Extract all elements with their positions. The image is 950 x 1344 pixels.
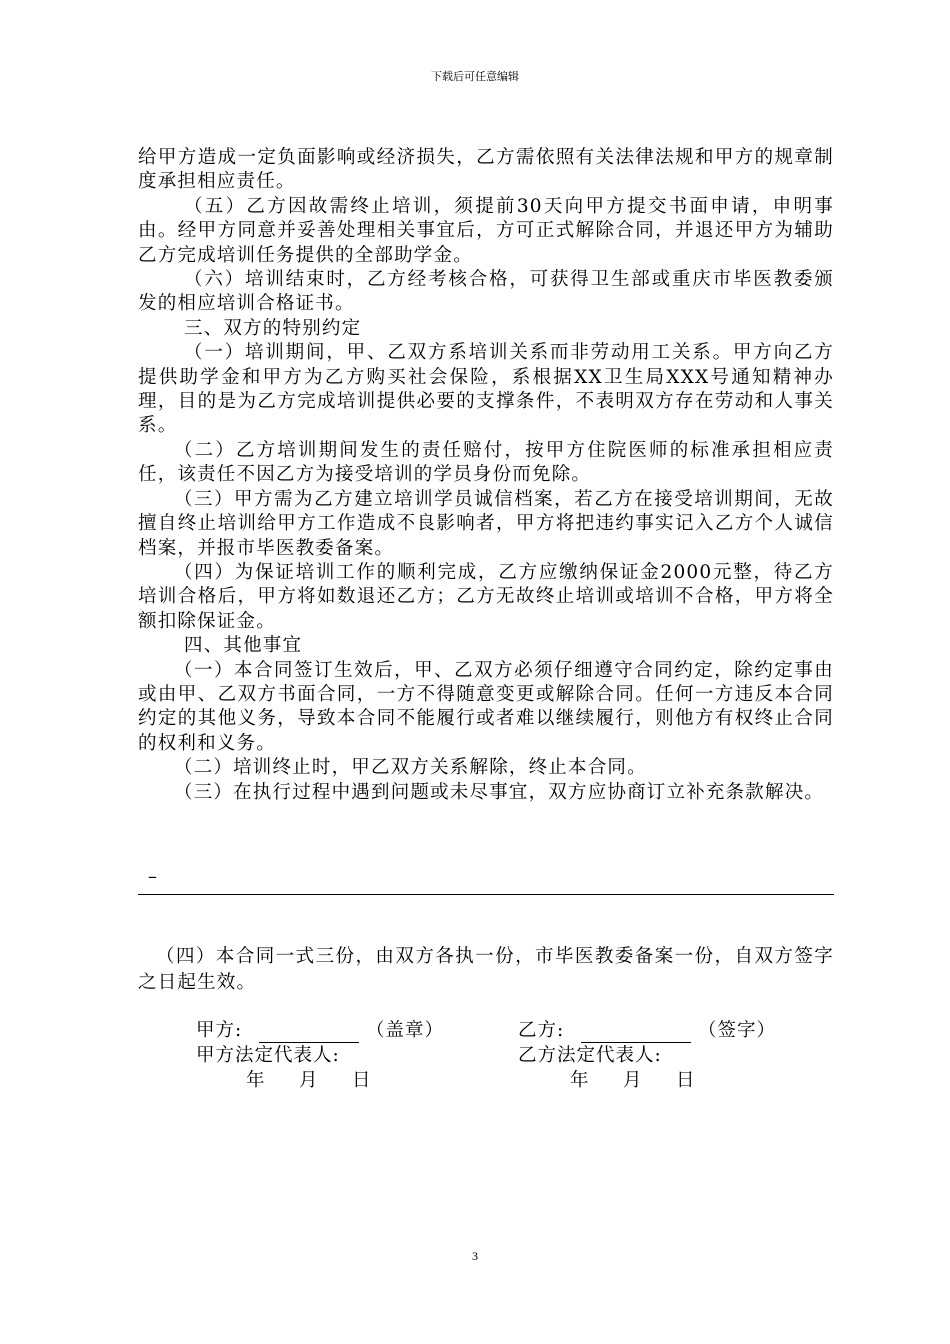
section-heading: 四、其他事宜 bbox=[184, 635, 303, 657]
party-a-rep: 甲方法定代表人: bbox=[196, 1045, 340, 1066]
party-b-note: （签字） bbox=[698, 1020, 777, 1041]
contract-body bbox=[138, 146, 834, 805]
paragraph: 给甲方造成一定负面影响或经济损失，乙方需依照有关法律法规和甲方的规章制度承担相应责任。 bbox=[138, 147, 834, 193]
party-a-label: 甲方: bbox=[196, 1020, 243, 1041]
paragraph: （四）为保证培训工作的顺利完成，乙方应缴纳保证金2000元整，待乙方培训合格后，甲方将如数退还乙方；乙方无故终止培训或培训不合格，甲方将全额扣除保证金。 bbox=[138, 561, 834, 632]
dash-mark: – bbox=[148, 866, 157, 887]
party-b-label: 乙方: bbox=[518, 1020, 565, 1041]
party-b-line bbox=[518, 1018, 776, 1043]
page-header: 下载后可任意编辑 bbox=[431, 70, 519, 83]
party-b-date: 年 月 日 bbox=[570, 1070, 703, 1091]
paragraph: （一）培训期间，甲、乙双方系培训关系而非劳动用工关系。甲方向乙方提供助学金和甲方为乙方购买社会保险，系根据XX卫生局XXX号通知精神办理，目的是为乙方完成培训提供必要的支撑条件，不表明双方存在劳动和人事关系。 bbox=[138, 342, 834, 437]
party-a-date: 年 月 日 bbox=[246, 1070, 379, 1091]
party-b-rep: 乙方法定代表人: bbox=[518, 1045, 662, 1066]
final-clause bbox=[138, 944, 834, 996]
paragraph: （三）在执行过程中遇到问题或未尽事宜，双方应协商订立补充条款解决。 bbox=[174, 781, 825, 803]
paragraph: （二）乙方培训期间发生的责任赔付，按甲方住院医师的标准承担相应责任，该责任不因乙方为接受培训的学员身份而免除。 bbox=[138, 439, 834, 486]
paragraph: （三）甲方需为乙方建立培训学员诚信档案，若乙方在接受培训期间，无故擅自终止培训给甲方工作造成不良影响者，甲方将把违约事实记入乙方个人诚信档案，并报市毕医教委备案。 bbox=[138, 488, 834, 559]
party-a-line bbox=[196, 1018, 444, 1043]
party-a-note: （盖章） bbox=[366, 1020, 445, 1041]
paragraph: （六）培训结束时，乙方经考核合格，可获得卫生部或重庆市毕医教委颁发的相应培训合格证书。 bbox=[138, 269, 834, 315]
horizontal-rule bbox=[138, 894, 834, 895]
paragraph: （五）乙方因故需终止培训，须提前30天向甲方提交书面申请，申明事由。经甲方同意并妥善处理相关事宜后，方可正式解除合同，并退还甲方为辅助乙方完成培训任务提供的全部助学金。 bbox=[138, 195, 834, 266]
paragraph: （二）培训终止时，甲乙双方关系解除，终止本合同。 bbox=[174, 757, 647, 779]
paragraph: （四）本合同一式三份，由双方各执一份，市毕医教委备案一份，自双方签字之日起生效。 bbox=[138, 946, 834, 993]
paragraph: （一）本合同签订生效后，甲、乙双方必须仔细遵守合同约定，除约定事由或由甲、乙双方书面合同，一方不得随意变更或解除合同。任何一方违反本合同约定的其他义务，导致本合同不能履行或者难以继续履行，则他方有权终止合同的权利和义务。 bbox=[138, 659, 834, 754]
section-heading: 三、双方的特别约定 bbox=[184, 317, 362, 339]
page-number: 3 bbox=[472, 1249, 478, 1263]
